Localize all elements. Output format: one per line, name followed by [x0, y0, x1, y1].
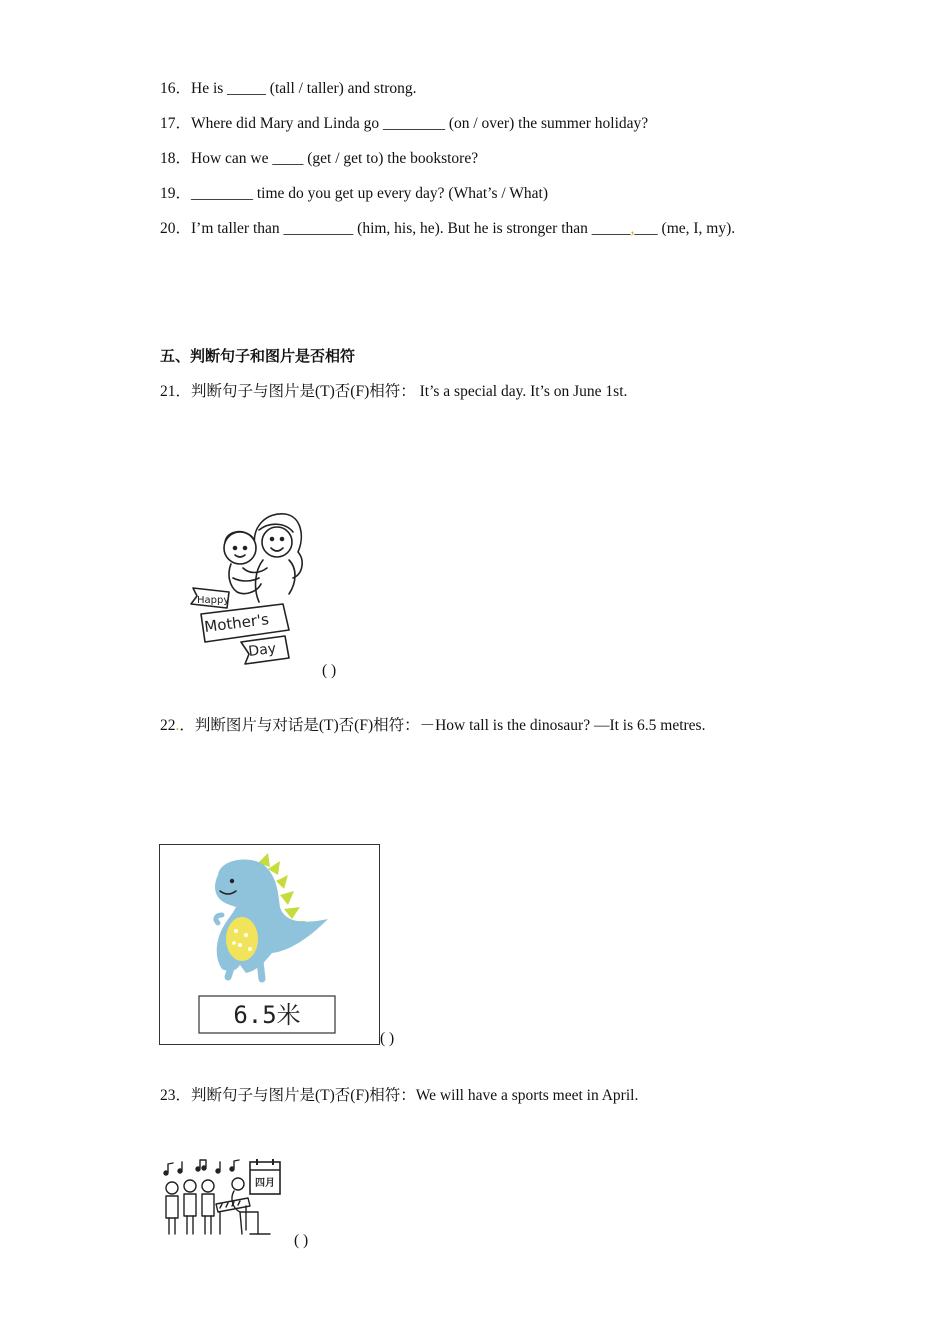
dinosaur-figure-box — [159, 844, 380, 1045]
question-22-number: 22 — [160, 717, 176, 734]
question-20-part-a: 20．I’m taller than _________ (him, his, he). But he is stronger than _____ — [160, 220, 631, 237]
question-19: 19．________ time do you get up every day? (What’s / What) — [160, 185, 548, 202]
question-22 — [160, 713, 705, 735]
banner-word-mothers: Mother's — [203, 610, 270, 636]
calendar-month-label: 四月 — [255, 1178, 275, 1189]
question-20-part-b: ___ (me, I, my). — [634, 220, 736, 237]
question-21: 21．判断句子与图片是(T)否(F)相符： It’s a special day. It’s on June 1st. — [160, 383, 628, 400]
tick-mark: . — [175, 717, 180, 734]
music-performance-illustration — [160, 1158, 285, 1240]
section-5-heading: 五、判断句子和图片是否相符 — [160, 347, 356, 365]
question-18: 18．How can we ____ (get / get to) the bookstore? — [160, 150, 479, 167]
mothers-day-illustration — [185, 508, 310, 668]
tick-mark: , — [630, 220, 635, 237]
question-20 — [160, 216, 735, 238]
question-23: 23．判断句子与图片是(T)否(F)相符：We will have a sports meet in April. — [160, 1087, 639, 1104]
question-22-text: ．判断图片与对话是(T)否(F)相符：－How tall is the dinosaur? —It is 6.5 metres. — [179, 717, 706, 734]
dinosaur-illustration — [160, 845, 379, 1044]
banner-word-happy: Happy — [197, 595, 230, 606]
question-17: 17．Where did Mary and Linda go ________ (on / over) the summer holiday? — [160, 115, 649, 132]
answer-paren-22[interactable]: ( ) — [380, 1030, 395, 1047]
question-16: 16．He is _____ (tall / taller) and strong. — [160, 80, 417, 97]
dinosaur-height-label: 6.5米 — [233, 1001, 301, 1029]
answer-paren-23[interactable]: ( ) — [294, 1232, 309, 1249]
banner-word-day: Day — [247, 640, 277, 660]
answer-paren-21[interactable]: ( ) — [322, 662, 337, 679]
